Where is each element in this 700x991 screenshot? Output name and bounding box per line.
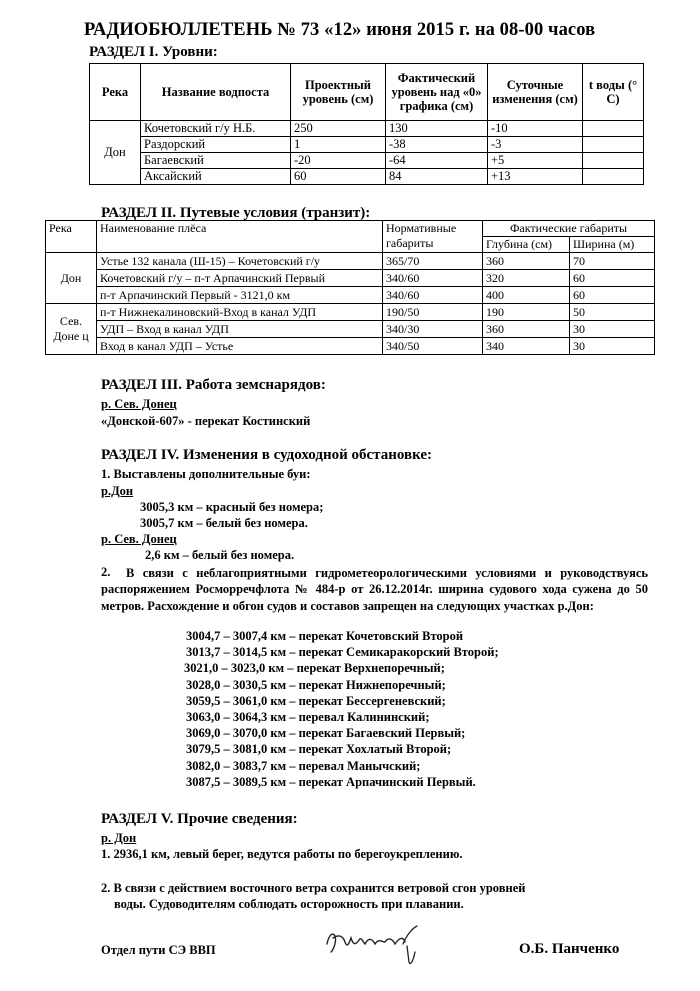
list-item: 3063,0 – 3064,3 км – перевал Калининский; [186, 709, 430, 724]
actual-level: -38 [386, 137, 488, 153]
water-temp [583, 121, 644, 137]
table-row [46, 287, 655, 304]
depth: 340 [483, 338, 570, 355]
normative: 340/60 [383, 270, 483, 287]
buoy-line: 3005,3 км – красный без номера; [140, 500, 324, 514]
width: 60 [570, 287, 655, 304]
reach-name: УДП – Вход в канал УДП [97, 321, 383, 338]
river-cell: Дон [90, 121, 141, 185]
buoy-line: 2,6 км – белый без номера. [145, 548, 295, 562]
table-row [90, 169, 644, 185]
width: 30 [570, 321, 655, 338]
design-level: -20 [291, 153, 386, 169]
design-level: 1 [291, 137, 386, 153]
depth: 360 [483, 253, 570, 270]
col-reach-name: Наименование плёса [97, 221, 383, 253]
design-level: 250 [291, 121, 386, 137]
section4-title: РАЗДЕЛ IV. Изменения в судоходной обстановке: [101, 447, 433, 463]
reach-name: Вход в канал УДП – Устье [97, 338, 383, 355]
table-row [90, 137, 644, 153]
col-water-temp: t воды (° С) [583, 64, 644, 121]
other-item-1: 1. 2936,1 км, левый берег, ведутся работы по берегоукреплению. [101, 847, 463, 861]
depth: 320 [483, 270, 570, 287]
buoy-line: 3005,7 км – белый без номера. [140, 516, 308, 530]
gauge-name: Раздорский [141, 137, 291, 153]
col-width: Ширина (м) [570, 237, 655, 253]
gauge-name: Багаевский [141, 153, 291, 169]
list-item: 3028,0 – 3030,5 км – перекат Нижнепоречный; [186, 677, 446, 692]
actual-level: 84 [386, 169, 488, 185]
section1-title: РАЗДЕЛ I. Уровни: [89, 44, 218, 60]
list-item: 3021,0 – 3023,0 км – перекат Верхнепоречный; [184, 661, 445, 676]
width: 50 [570, 304, 655, 321]
other-item-2-line2: воды. Судоводителям соблюдать осторожность при плавании. [114, 897, 464, 911]
normative: 340/60 [383, 287, 483, 304]
table-row [46, 270, 655, 287]
col-daily-change: Суточные изменения (см) [488, 64, 583, 121]
section3-river: р. Сев. Донец [101, 397, 177, 411]
col-river: Река [90, 64, 141, 121]
section5-title: РАЗДЕЛ V. Прочие сведения: [101, 811, 298, 827]
list-item: 3004,7 – 3007,4 км – перекат Кочетовский Второй [186, 629, 464, 643]
signatory-name: О.Б. Панченко [519, 941, 620, 957]
item1-heading: 1. Выставлены дополнительные буи: [101, 467, 311, 481]
section5-river: р. Дон [101, 831, 137, 845]
item2-number: 2. [101, 565, 111, 579]
table-row [90, 153, 644, 169]
water-temp [583, 137, 644, 153]
section3-title: РАЗДЕЛ III. Работа земснарядов: [101, 377, 326, 393]
col-river: Река [46, 221, 97, 253]
list-item: 3087,5 – 3089,5 км – перекат Арпачинский Первый. [186, 774, 476, 789]
table-row [90, 121, 644, 137]
depth: 400 [483, 287, 570, 304]
section2-title: РАЗДЕЛ II. Путевые условия (транзит): [101, 205, 371, 221]
actual-level: 130 [386, 121, 488, 137]
depth: 360 [483, 321, 570, 338]
levels-header-row [90, 64, 644, 121]
transit-table [45, 220, 655, 355]
daily-change: -10 [488, 121, 583, 137]
river-sev-label: р. Сев. Донец [101, 532, 177, 546]
gauge-name: Аксайский [141, 169, 291, 185]
gauge-name: Кочетовский г/у Н.Б. [141, 121, 291, 137]
list-item: 3013,7 – 3014,5 км – перекат Семикаракорский Второй; [186, 645, 499, 660]
water-temp [583, 169, 644, 185]
normative: 190/50 [383, 304, 483, 321]
transit-header-row [46, 221, 655, 237]
col-gauge-name: Название водпоста [141, 64, 291, 121]
normative: 340/30 [383, 321, 483, 338]
col-actual: Фактические габариты [483, 221, 655, 237]
river-don-label: р.Дон [101, 484, 134, 498]
col-actual-level: Фактический уровень над «0» графика (см) [386, 64, 488, 121]
dredger-line: «Донской-607» - перекат Костинский [101, 414, 311, 428]
reach-name: Устье 132 канала (Ш-15) – Кочетовский г/у [97, 253, 383, 270]
list-item: 3069,0 – 3070,0 км – перекат Багаевский Первый; [186, 726, 466, 741]
daily-change: +5 [488, 153, 583, 169]
width: 60 [570, 270, 655, 287]
other-item-2-line1: 2. В связи с действием восточного ветра сохранится ветровой сгон уровней [101, 881, 526, 895]
list-item: 3082,0 – 3083,7 км – перевал Манычский; [186, 758, 421, 773]
actual-level: -64 [386, 153, 488, 169]
table-row [46, 321, 655, 338]
depth: 190 [483, 304, 570, 321]
list-item: 3079,5 – 3081,0 км – перекат Хохлатый Второй; [186, 742, 452, 757]
reach-name: Кочетовский г/у – п-т Арпачинский Первый [97, 270, 383, 287]
list-item: 3059,5 – 3061,0 км – перекат Бессергеневский; [186, 693, 446, 708]
restricted-sections-list [186, 629, 499, 791]
width: 30 [570, 338, 655, 355]
reach-name: п-т Арпачинский Первый - 3121,0 км [97, 287, 383, 304]
levels-table [89, 63, 644, 185]
col-depth: Глубина (см) [483, 237, 570, 253]
daily-change: +13 [488, 169, 583, 185]
table-row [46, 253, 655, 270]
table-row [46, 338, 655, 355]
reach-name: п-т Нижнекалиновский-Вход в канал УДП [97, 304, 383, 321]
table-row [46, 304, 655, 321]
normative: 340/50 [383, 338, 483, 355]
water-temp [583, 153, 644, 169]
daily-change: -3 [488, 137, 583, 153]
signature-image [323, 922, 423, 966]
river-cell: Дон [46, 253, 97, 304]
river-cell: Сев. Доне ц [46, 304, 97, 355]
col-design-level: Проектный уровень (см) [291, 64, 386, 121]
col-normative: Нормативные габариты [383, 221, 483, 253]
width: 70 [570, 253, 655, 270]
design-level: 60 [291, 169, 386, 185]
item2-text: В связи с неблагоприятными гидрометеорологическими условиями и руководствуясь распоряжением Росморречфлота № 484-р от 26.12.2014г. ширина судового хода сужена до 50 метров. Расхождение и обгон судов и составов запрещен на следующих участках р.Дон: [101, 566, 648, 613]
normative: 365/70 [383, 253, 483, 270]
department-label: Отдел пути СЭ ВВП [101, 943, 216, 957]
bulletin-title: РАДИОБЮЛЛЕТЕНЬ № 73 «12» июня 2015 г. на 08-00 часов [84, 20, 596, 40]
